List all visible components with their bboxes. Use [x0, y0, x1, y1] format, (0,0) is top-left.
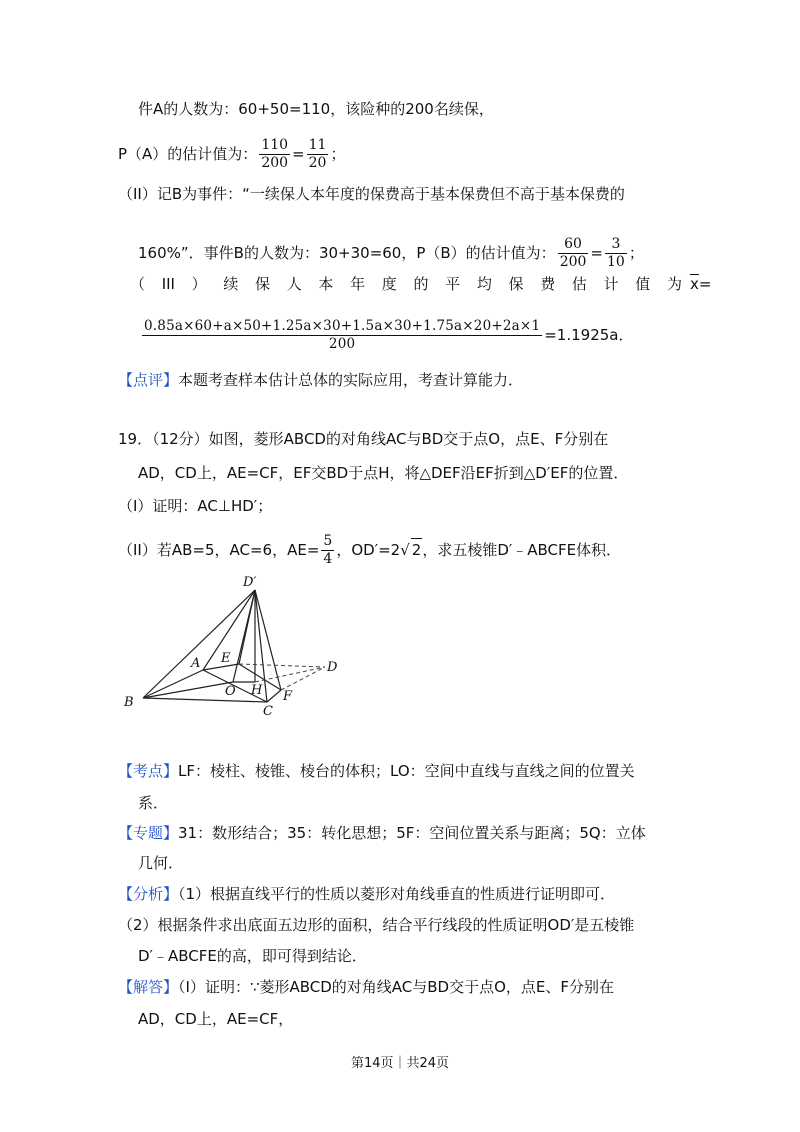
- spaced-text-line: [130, 273, 682, 295]
- spaced-char: 值: [635, 275, 651, 293]
- spaced-char: 平: [445, 275, 461, 293]
- text-span: =1.1925a．: [544, 326, 634, 344]
- zhuanti-line: 几何．: [138, 854, 184, 872]
- spaced-char: 计: [603, 275, 619, 293]
- label-Dp: D′: [243, 575, 257, 590]
- dashed-F-D: [281, 667, 325, 690]
- x-bar: $\overline{x}$: [690, 275, 699, 293]
- comment-line: [118, 369, 523, 391]
- sqrt-radicand: 2: [411, 538, 423, 561]
- zhuanti-line: [118, 822, 646, 844]
- fraction: [558, 236, 589, 271]
- equals: =: [590, 244, 603, 262]
- spaced-char: 本: [318, 275, 334, 293]
- kaodian-line: 系．: [138, 794, 169, 812]
- fraction: [307, 137, 329, 172]
- question-line: （I）证明：AC⊥HD′；: [118, 497, 273, 515]
- text-span: P（A）的估计值为：: [118, 145, 258, 163]
- denominator: 4: [323, 551, 333, 567]
- fenxi-line: （2）根据条件求出底面五边形的面积，结合平行线段的性质证明OD′是五棱锥: [118, 916, 635, 934]
- comment-tag: 【点评】: [118, 371, 179, 389]
- fenxi-line: [118, 883, 615, 905]
- text-line: [118, 137, 345, 172]
- text-span: （I）证明：∵菱形ABCD的对角线AC与BD交于点O，点E、F分别在: [178, 978, 615, 996]
- dashed-E-D: [239, 664, 325, 667]
- mean-symbol: [690, 273, 711, 295]
- numerator: 60: [558, 236, 589, 254]
- text-span: ；: [628, 244, 644, 262]
- edge-B-A: [143, 670, 203, 698]
- numerator: 110: [261, 137, 289, 153]
- fraction: [142, 318, 542, 353]
- spaced-char: 费: [540, 275, 556, 293]
- text-line: （II）记B为事件：“一续保人本年度的保费高于基本保费但不高于基本保费的: [118, 185, 625, 203]
- label-D: D: [327, 660, 338, 675]
- equals: =: [292, 145, 305, 163]
- text-span: （II）若AB=5，AC=6，AE=: [118, 541, 320, 559]
- spaced-char: 保: [508, 275, 524, 293]
- fraction: [605, 236, 627, 271]
- pyramid-figure: [115, 570, 355, 715]
- text-span: 本题考查样本估计总体的实际应用，考查计算能力．: [178, 371, 524, 389]
- spaced-char: （: [130, 275, 146, 293]
- label-B: B: [124, 695, 134, 710]
- jieda-tag: 【解答】: [118, 978, 179, 996]
- text-line: 件A的人数为：60+50=110，该险种的200名续保，: [138, 100, 494, 118]
- fraction: [259, 137, 290, 172]
- fraction: [321, 533, 334, 568]
- text-span: 160%”．事件B的人数为：30+30=60，P（B）的估计值为：: [138, 244, 556, 262]
- spaced-char: 均: [476, 275, 492, 293]
- label-F: F: [283, 689, 293, 704]
- spaced-char: 的: [413, 275, 429, 293]
- label-A: A: [191, 656, 201, 671]
- question-line: AD，CD上，AE=CF，EF交BD于点H，将△DEF沿EF折到△D′EF的位置．: [138, 464, 629, 482]
- denominator: 10: [607, 254, 625, 270]
- jieda-line: [118, 976, 614, 998]
- question-line: [118, 533, 621, 568]
- denominator: 200: [328, 336, 356, 352]
- edge-F-Dp: [255, 590, 281, 690]
- formula-line: [140, 318, 633, 353]
- label-H: H: [251, 683, 263, 698]
- denominator: 200: [559, 254, 587, 270]
- spaced-char: 估: [571, 275, 587, 293]
- denominator: 200: [261, 155, 289, 171]
- fenxi-tag: 【分析】: [118, 885, 179, 903]
- equals: =: [698, 275, 712, 293]
- spaced-char: III: [161, 275, 175, 293]
- denominator: 20: [308, 155, 327, 171]
- kaodian-line: [118, 760, 635, 782]
- page-footer: 第14页｜共24页: [350, 1056, 450, 1071]
- spaced-char: 年: [350, 275, 366, 293]
- spaced-char: 人: [286, 275, 302, 293]
- numerator: 3: [605, 236, 627, 254]
- question-line: 19．（12分）如图，菱形ABCD的对角线AC与BD交于点O，点E、F分别在: [118, 430, 609, 448]
- edge-B-C: [143, 698, 267, 702]
- spaced-char: ）: [191, 275, 207, 293]
- numerator: 11: [308, 137, 327, 153]
- edge-C-F: [267, 690, 281, 702]
- numerator: 5: [323, 533, 333, 549]
- spaced-char: 续: [223, 275, 239, 293]
- spaced-char: 为: [666, 275, 682, 293]
- text-line: [138, 236, 644, 271]
- label-C: C: [263, 704, 273, 715]
- spaced-char: 度: [381, 275, 397, 293]
- label-E: E: [221, 651, 231, 666]
- text-span: ，求五棱锥D′﹣ABCFE体积．: [422, 541, 622, 559]
- text-span: ，OD′=2: [336, 541, 401, 559]
- spaced-char: 保: [255, 275, 271, 293]
- edge-E-Dp: [239, 590, 255, 664]
- kaodian-tag: 【考点】: [118, 762, 179, 780]
- fenxi-line: D′﹣ABCFE的高，即可得到结论．: [138, 947, 367, 965]
- label-O: O: [225, 684, 236, 699]
- jieda-line: AD，CD上，AE=CF，: [138, 1010, 294, 1028]
- dashed-H-D: [255, 667, 325, 682]
- numerator: 0.85a×60+a×50+1.25a×30+1.5a×30+1.75a×20+2a×1: [144, 318, 541, 334]
- text-span: ；: [330, 145, 346, 163]
- text-span: LF：棱柱、棱锥、棱台的体积；LO：空间中直线与直线之间的位置关: [178, 762, 635, 780]
- zhuanti-tag: 【专题】: [118, 824, 179, 842]
- text-span: （1）根据直线平行的性质以菱形对角线垂直的性质进行证明即可．: [178, 885, 616, 903]
- text-span: 31：数形结合；35：转化思想；5F：空间位置关系与距离；5Q：立体: [178, 824, 646, 842]
- sqrt-icon: √: [400, 541, 410, 559]
